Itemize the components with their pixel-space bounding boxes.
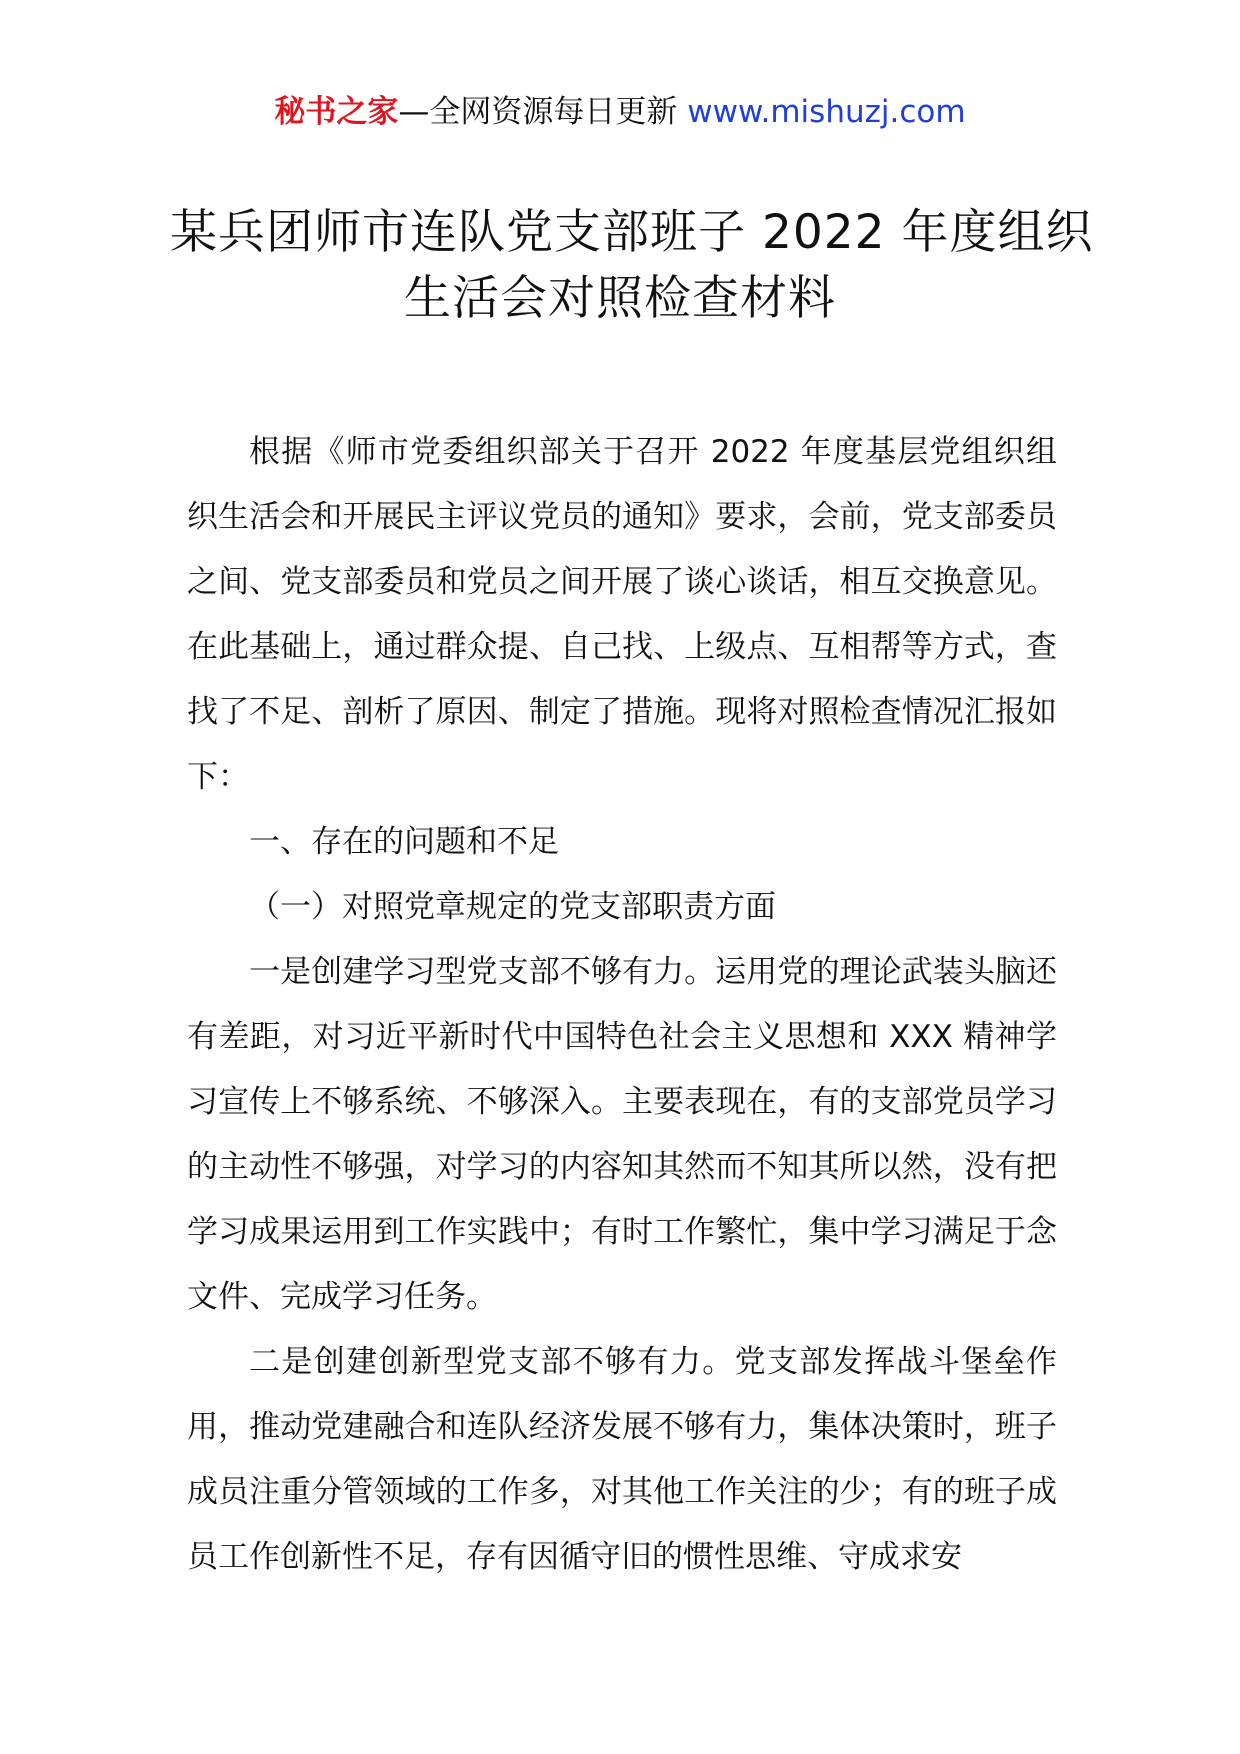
- banner-slogan: —全网资源每日更新: [398, 94, 678, 130]
- title-line-2: 生活会对照检查材料: [404, 271, 836, 326]
- site-url-link[interactable]: www.mishuzj.com: [687, 94, 966, 130]
- section-heading-1: 一、存在的问题和不足: [249, 824, 559, 860]
- site-banner: [0, 92, 1240, 132]
- document-title: [170, 200, 1094, 332]
- paragraph-item-1: 一是创建学习型党支部不够有力。运用党的理论武装头脑还有差距，对习近平新时代中国特色社会主义思想和 XXX 精神学习宣传上不够系统、不够深入。主要表现在，有的支部党员学习的主动性不够强，对学习的内容知其然而不知其所以然，没有把学习成果运用到工作实践中；有时工作繁忙，集中学习满足于念文件、完成学习任务。: [187, 954, 1057, 1315]
- intro-paragraph: 根据《师市党委组织部关于召开 2022 年度基层党组织组织生活会和开展民主评议党员的通知》要求，会前，党支部委员之间、党支部委员和党员之间开展了谈心谈话，相互交换意见。在此基础上，通过群众提、自己找、上级点、互相帮等方式，查找了不足、剖析了原因、制定了措施。现将对照检查情况汇报如下：: [187, 434, 1057, 795]
- brand-name: 秘书之家: [274, 94, 399, 130]
- paragraph-item-2: 二是创建创新型党支部不够有力。党支部发挥战斗堡垒作用，推动党建融合和连队经济发展不够有力，集体决策时，班子成员注重分管领域的工作多，对其他工作关注的少；有的班子成员工作创新性不足，存有因循守旧的惯性思维、守成求安: [187, 1344, 1057, 1575]
- subsection-heading-1: （一）对照党章规定的党支部职责方面: [249, 889, 776, 925]
- title-line-1: 某兵团师市连队党支部班子 2022 年度组织: [170, 205, 1094, 260]
- document-body: [187, 420, 1057, 1590]
